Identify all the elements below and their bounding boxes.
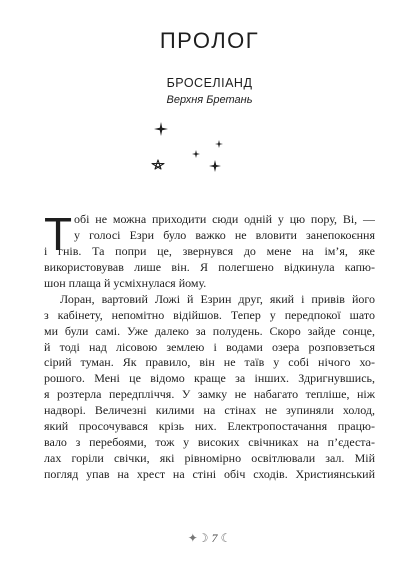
text-line: рошого. Мені це відомо краще за інших. Здригнувшись, (44, 371, 375, 386)
star-icon (215, 140, 223, 148)
location-subheading: Верхня Бретань (166, 94, 253, 106)
footer-right-ornament: ☾ (220, 531, 232, 545)
text-line: сірий туман. Як правило, він не таїв у собі нічого хо- (44, 355, 375, 370)
prologue-text (44, 208, 375, 483)
crescent-moon-icon (178, 130, 210, 181)
text-line: ми були самі. Уже далеко за полудень. Скоро зайде сонце, (44, 323, 375, 338)
page-footer (0, 531, 419, 546)
text-line: з кабінету, непомітно відійшов. Тепер у передпокої шато (44, 307, 375, 322)
pentagram-icon (152, 160, 164, 169)
drop-cap-letter: Т (44, 208, 73, 260)
text-line: лах горіли свічки, які рівномірно освітлювали зал. Мій (44, 451, 375, 466)
text-line: обі не можна приходити сюди одній у цю пору, Ві, — (74, 212, 375, 226)
text-line: й тоді над лісовою землею і водами озера розповзеться (44, 339, 375, 354)
text-line: шон плаща й усміхнулася йому. (44, 275, 207, 290)
text-line: у голосі Езри було важко не вловити занепокоєння (74, 227, 375, 242)
second-paragraph (44, 292, 375, 483)
chapter-title: ПРОЛОГ (159, 28, 260, 53)
text-line: який просочувався крізь них. Електропостачання працю- (44, 419, 375, 434)
location-heading: БРОСЕЛІАНД (166, 76, 253, 90)
text-line: я розтерла передпліччя. У замку не набагато тепліше, ніж (44, 387, 375, 402)
text-line: і гнів. Та попри це, звернувся до мене на ім’я, яке (44, 243, 375, 258)
star-icon (209, 160, 221, 172)
star-icon (192, 150, 200, 158)
text-line: використовував лише він. Я полегшено відкинула капю- (44, 259, 375, 274)
star-icon (154, 122, 168, 136)
moon-stars-ornament (140, 116, 280, 192)
text-line: погляд упав на хрест на стіні обіч сходів. Християнський (44, 467, 375, 481)
text-line: Лоран, вартовий Ложі й Езрин друг, який і привів його (60, 291, 375, 306)
text-line: надворі. Величезні килими на стінах не зупиняли холод, (44, 403, 375, 418)
first-paragraph (44, 208, 375, 292)
footer-left-ornament: ✦☽ (187, 531, 209, 545)
text-line: вало з перебоями, тож у високих свічниках на п’єдеста- (44, 435, 375, 450)
page-number: 7 (211, 531, 218, 545)
